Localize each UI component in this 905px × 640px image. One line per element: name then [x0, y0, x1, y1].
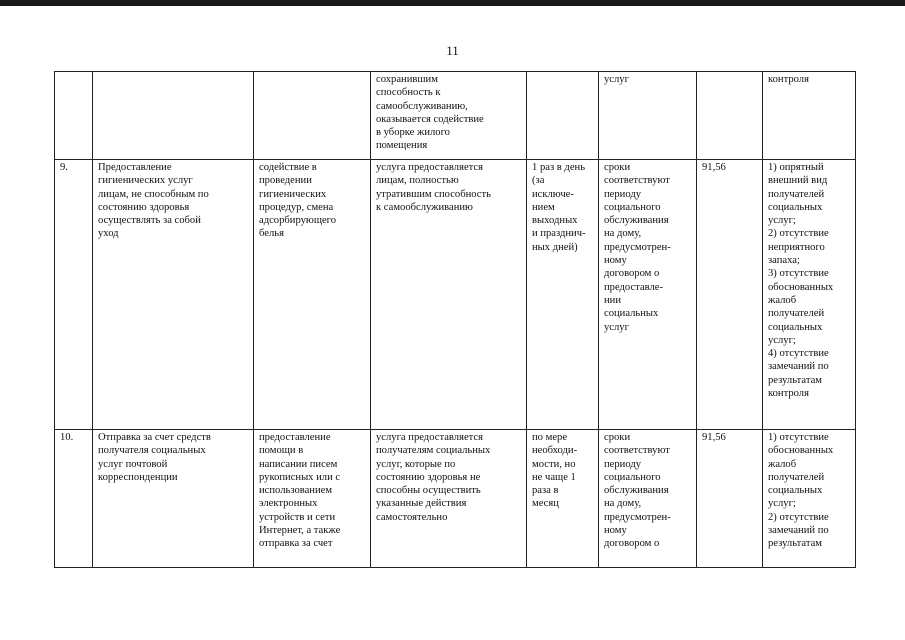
row-number-cell	[55, 72, 93, 160]
service-terms-cell: сроки соответствуют периоду социального обслуживания на дому, предусмотрен- ному договором о предоставле- нии социальных услуг	[599, 160, 697, 430]
service-period-cell: по мере необходи- мости, но не чаще 1 раза в месяц	[527, 430, 599, 568]
service-price-cell: 91,56	[697, 160, 763, 430]
row-number-cell: 9.	[55, 160, 93, 430]
services-table	[54, 71, 856, 568]
service-content-cell: предоставление помощи в написании писем рукописных или с использованием электронных устройств и сети Интернет, а также отправка за счет	[254, 430, 371, 568]
service-content-cell	[254, 72, 371, 160]
service-description-cell: сохранившим способность к самообслуживанию, оказывается содействие в уборке жилого помещения	[371, 72, 527, 160]
table-row	[55, 430, 856, 568]
service-content-cell: содействие в проведении гигиенических процедур, смена адсорбирующего белья	[254, 160, 371, 430]
quality-indicators-cell: 1) опрятный внешний вид получателей социальных услуг; 2) отсутствие неприятного запаха; 3) отсутствие обоснованных жалоб получателей социальных услуг; 4) отсутствие замечаний по результатам контроля	[763, 160, 856, 430]
service-price-cell	[697, 72, 763, 160]
service-period-cell: 1 раз в день (за исключе- нием выходных и празднич- ных дней)	[527, 160, 599, 430]
table-row	[55, 160, 856, 430]
service-price-cell: 91,56	[697, 430, 763, 568]
service-period-cell	[527, 72, 599, 160]
service-name-cell	[93, 72, 254, 160]
service-terms-cell: услуг	[599, 72, 697, 160]
service-name-cell: Предоставление гигиенических услуг лицам, не способным по состоянию здоровья осуществлять за собой уход	[93, 160, 254, 430]
page-number: 11	[446, 43, 459, 58]
service-description-cell: услуга предоставляется получателям социальных услуг, которые по состоянию здоровья не способны осуществить указанные действия самостоятельно	[371, 430, 527, 568]
service-name-cell: Отправка за счет средств получателя социальных услуг почтовой корреспонденции	[93, 430, 254, 568]
quality-indicators-cell: 1) отсутствие обоснованных жалоб получателей социальных услуг; 2) отсутствие замечаний по результатам	[763, 430, 856, 568]
service-description-cell: услуга предоставляется лицам, полностью утратившим способность к самообслуживанию	[371, 160, 527, 430]
service-terms-cell: сроки соответствуют периоду социального обслуживания на дому, предусмотрен- ному договором о	[599, 430, 697, 568]
quality-indicators-cell: контроля	[763, 72, 856, 160]
top-border-rule	[0, 0, 905, 6]
row-number-cell: 10.	[55, 430, 93, 568]
table-row	[55, 72, 856, 160]
